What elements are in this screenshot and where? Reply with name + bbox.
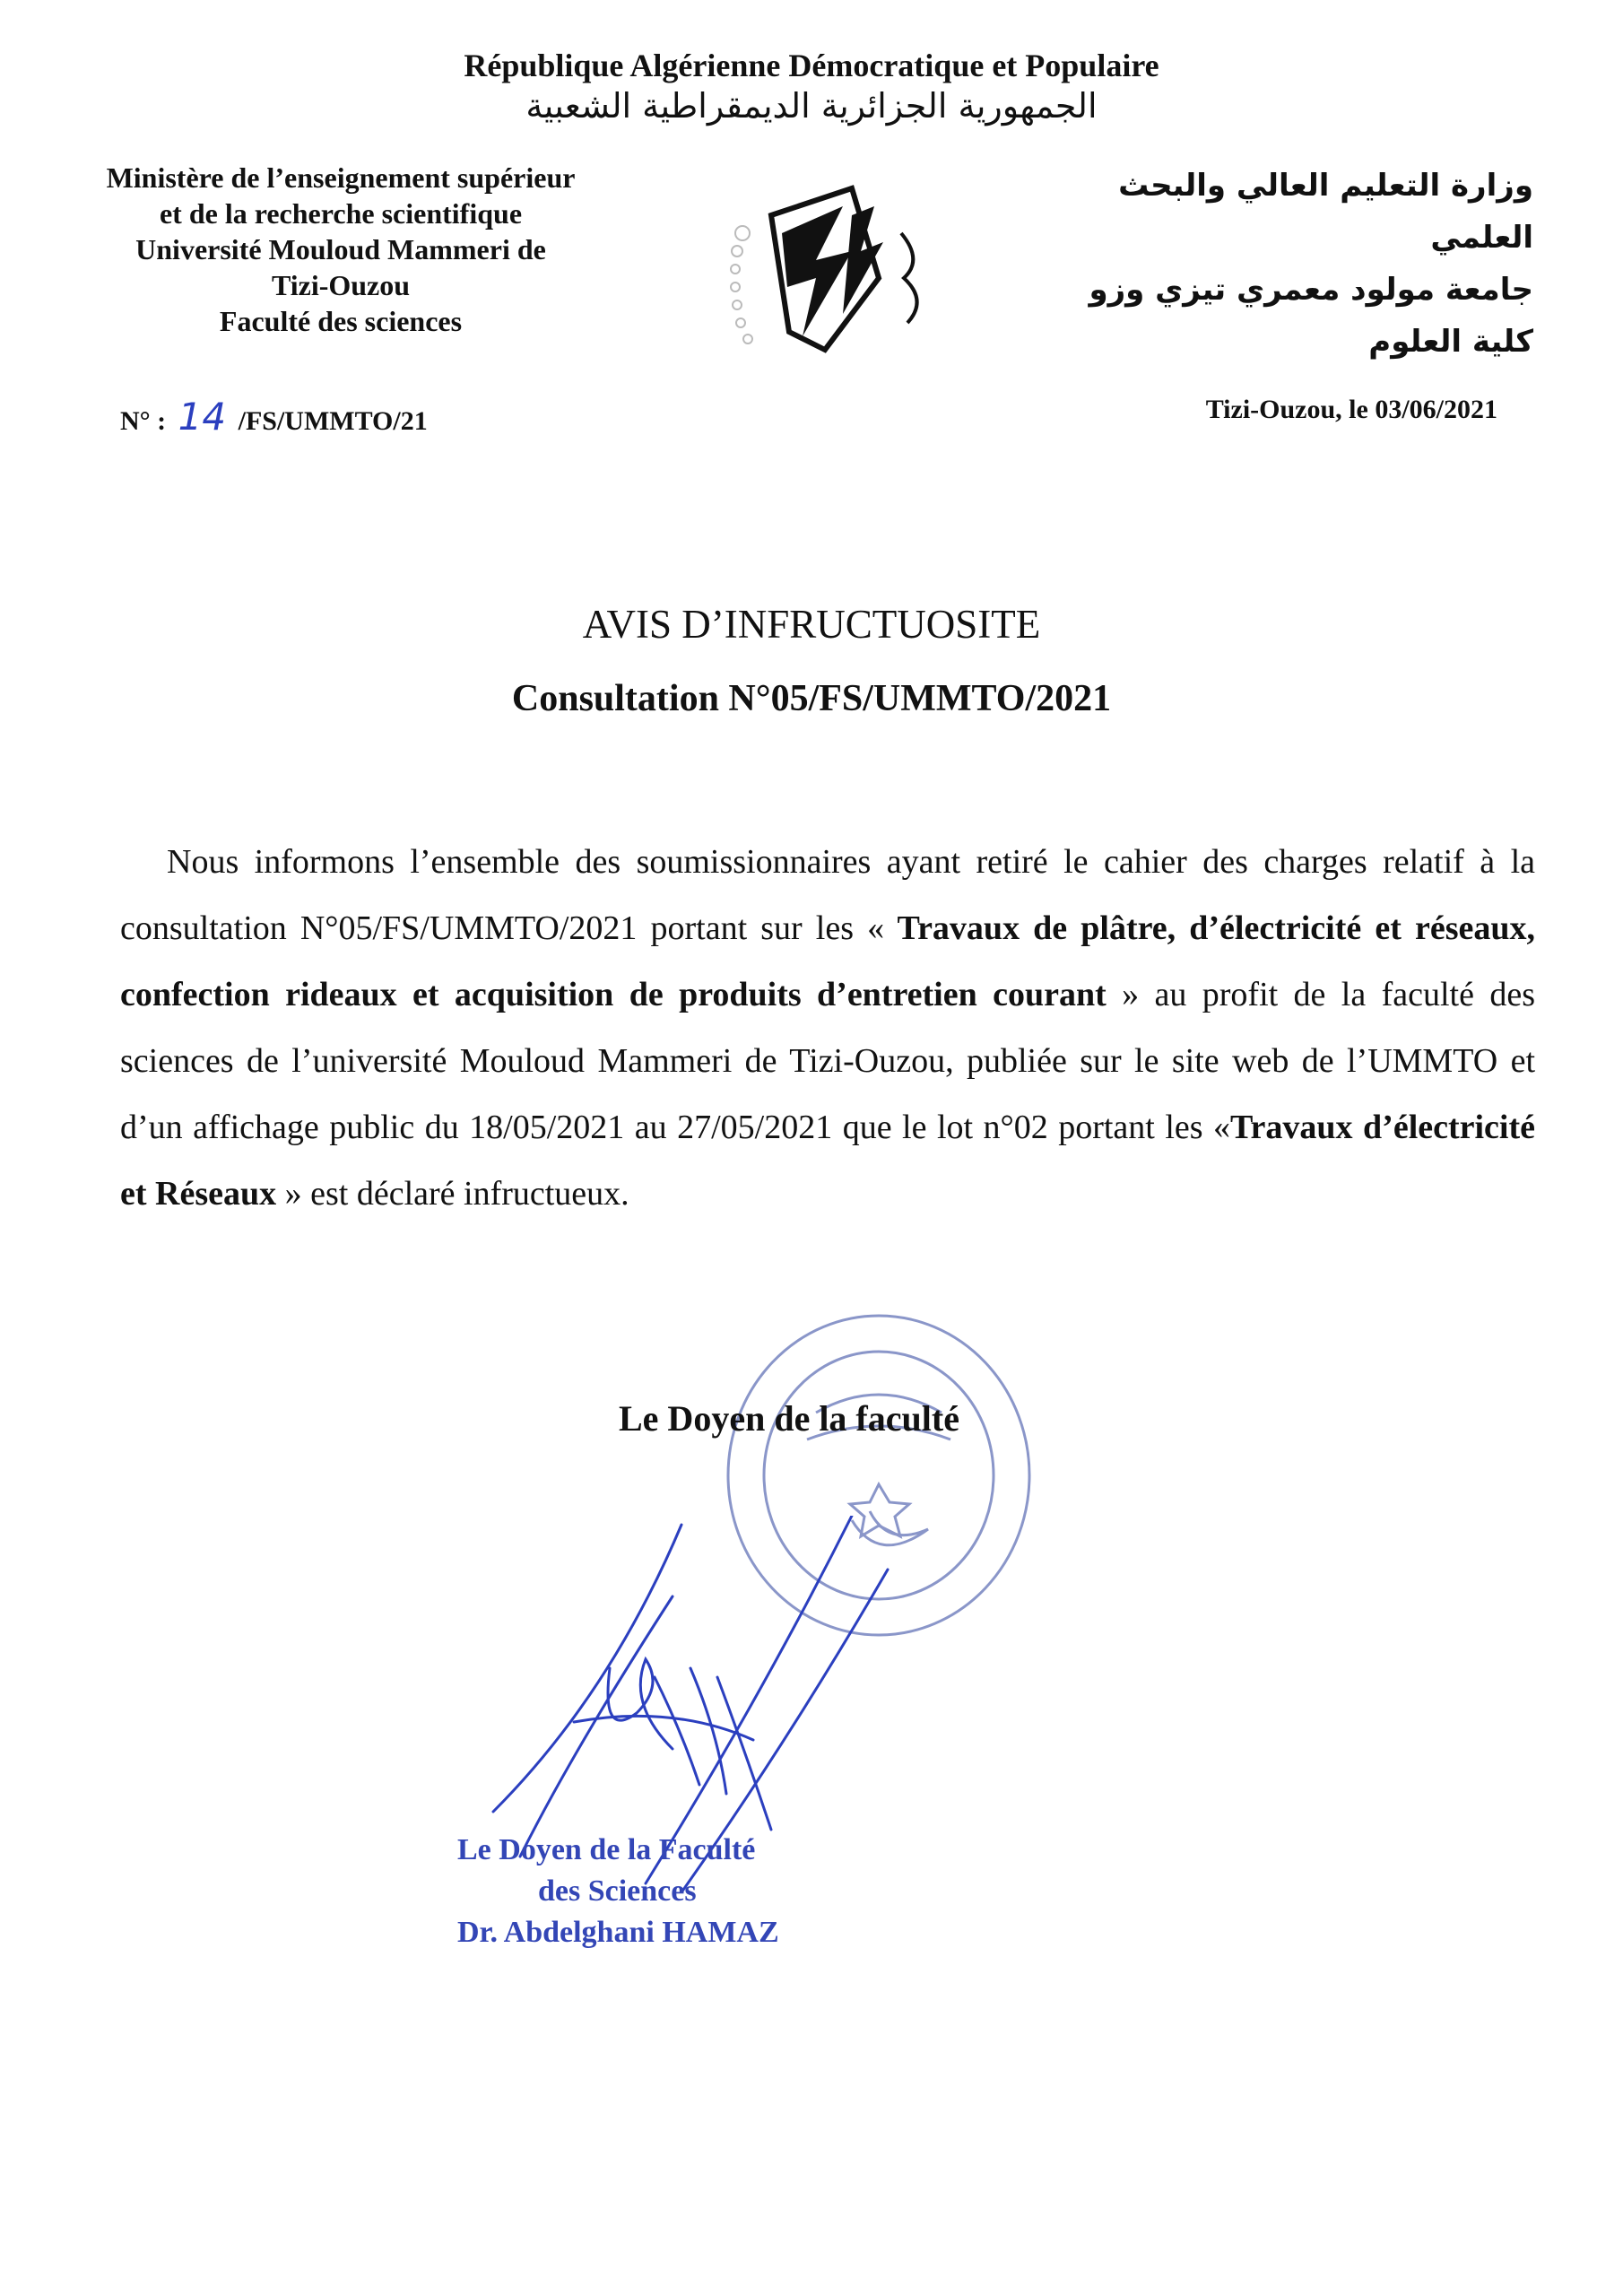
stamp-line: Dr. Abdelghani HAMAZ [457,1916,779,1949]
ministry-block-ar [1031,160,1533,368]
dean-signature-stamp [457,1830,779,1953]
body-paragraph [120,829,1535,1227]
date-line: Tizi-Ouzou, le 03/06/2021 [1205,395,1497,424]
ministry-line: Université Mouloud Mammeri de [135,233,546,265]
dean-label: Le Doyen de la faculté [619,1398,959,1439]
ministry-line: et de la recherche scientifique [159,197,523,230]
body-text: » est déclaré infructueux. [276,1175,629,1213]
ministry-line: Tizi-Ouzou [271,269,411,301]
body-bold: Travaux d’électricité et Réseaux [120,1109,1535,1213]
republic-title-fr: République Algérienne Démocratique et Populaire [464,48,1159,83]
reference-suffix: /FS/UMMTO/21 [238,406,428,436]
ministry-line: Ministère de l’enseignement supérieur [106,161,576,194]
ministry-line-ar: كلية العلوم [1368,324,1533,360]
document-title: AVIS D’INFRUCTUOSITE [582,602,1041,647]
ministry-line-ar: وزارة التعليم العالي والبحث العلمي [1118,168,1533,256]
handwritten-number: 14 [178,395,227,439]
body-text: Nous informons l’ensemble des soumissionnaires ayant retiré le cahier des charges relatif à la consultation N°05/FS/UMMTO/2021 portant sur les « [120,843,1535,947]
stamp-line: des Sciences [538,1874,697,1908]
reference-number [120,395,428,439]
ministry-block-fr [54,160,628,339]
university-logo-icon [717,179,950,359]
body-bold: Travaux de plâtre, d’électricité et réseaux, confection rideaux et acquisition de produits d’entretien courant [120,909,1535,1013]
ministry-line: Faculté des sciences [219,305,463,337]
republic-title-ar: الجمهورية الجزائرية الديمقراطية الشعبية [525,86,1098,126]
body-text: » au profit de la faculté des sciences de l’université Mouloud Mammeri de Tizi-Ouzou, publiée sur le site web de l’UMMTO et d’un affichage public du 18/05/2021 au 27/05/2021 que le lot n°02 portant les « [120,976,1535,1146]
document-subtitle: Consultation N°05/FS/UMMTO/2021 [511,678,1112,719]
stamp-line: Le Doyen de la Faculté [457,1833,756,1866]
ministry-line-ar: جامعة مولود معمري تيزي وزو [1089,272,1533,308]
reference-prefix: N° : [120,406,167,436]
